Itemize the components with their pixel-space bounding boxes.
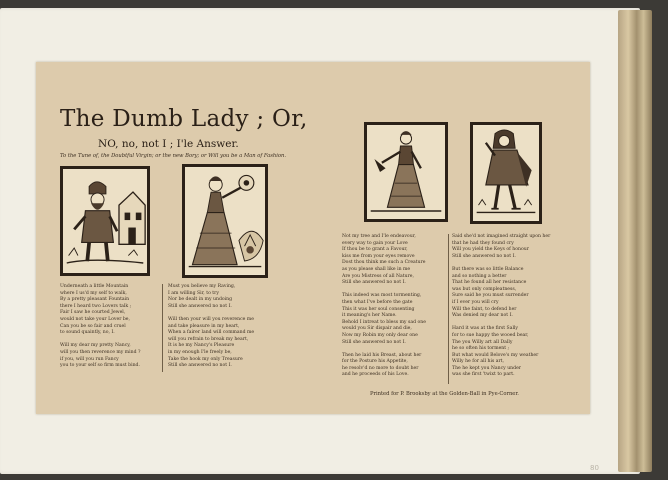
verse-line: for the Posture his Appetite, (342, 359, 408, 365)
woodcut-lady-gown-art (367, 125, 445, 219)
verse-line: Said she'd not imagined straight upon her (452, 234, 551, 239)
verse-line: for to sue happy the wooed bear, (452, 332, 529, 338)
verse-line: and take pleasure in my heart, (168, 323, 240, 329)
verse-line: Will you yield the Keys of honour (452, 247, 529, 253)
verse-line: The you Willy art all Dally (452, 339, 513, 345)
folio-number: 80 (590, 464, 599, 472)
verse-line: he resolv'd no more to doubt her (342, 365, 419, 371)
verse-line: That he found all her resistance (452, 280, 527, 286)
woodcut-bearded-man-art (63, 169, 147, 273)
verse-line: Dost thou think me such a Creature (342, 260, 426, 266)
ballad-subtitle: NO, no, not I ; I'le Answer. (98, 138, 239, 150)
verse-line: Now my Robin my only dear one (342, 332, 418, 338)
verse-column-1 (60, 284, 140, 370)
verse-line: would you Sir dispair and die, (342, 326, 412, 332)
verse-line: This it was her soul consenting (342, 306, 415, 312)
woodcut-gentleman (470, 122, 542, 224)
tune-line: To the Tune of, the Doubtful Virgin; or the new Bory; or Will you be a Man of Fashion. (60, 153, 287, 159)
printer-colophon: Printed for P. Brooksby at the Golden-Ball in Pye-Corner. (370, 391, 519, 397)
verse-line: It is he my Nancy's Pleasure (168, 343, 235, 349)
verse-line: if I ever you will cry (452, 299, 499, 305)
verse-line: I am willing Sir, to try (168, 290, 219, 296)
verse-line: would not take your Lover be, (60, 316, 130, 322)
verse-column-2 (168, 284, 254, 370)
verse-line: Was denied my dear not I. (452, 313, 513, 319)
verse-line: to sound quaintly, no, I. (60, 330, 115, 336)
verse-line: Still she answered no not I. (452, 253, 516, 259)
woodcut-bearded-man (60, 166, 150, 276)
verse-line: where I us'd my self to walk, (60, 290, 127, 296)
woodcut-lady-peacock-art (185, 167, 265, 275)
verse-line: he so often his torment ; (452, 346, 510, 352)
broadside-sheet (36, 62, 590, 414)
verse-line: every way to gain your Love (342, 240, 408, 246)
verse-line: Will my dear my pretty Nancy, (60, 343, 131, 349)
verse-line: Are you Mistress of all Nature, (342, 273, 414, 279)
album-spine (618, 10, 652, 472)
verse-line: But there was so little Balance (452, 266, 524, 272)
verse-line: Sure said he you must surrender (452, 293, 529, 299)
verse-line: Hard it was at the first Sally (452, 326, 518, 332)
verse-line: When a fairer land will command me (168, 330, 255, 336)
verse-line: Will then your will you reverence me (168, 316, 254, 322)
verse-line: Take the hook my only Treasure (168, 356, 243, 362)
verse-line: Not my tree and I'le endeavour, (342, 234, 416, 239)
verse-line: and so nothing a better (452, 273, 507, 279)
verse-line: Must you believe my Raving, (168, 284, 236, 289)
verse-line: Fair I saw he courted Jewel, (60, 310, 126, 316)
verse-line: if you, will you run Fancy (60, 356, 119, 362)
woodcut-lady-gown (364, 122, 448, 222)
verse-line: The he kept you Nancy under (452, 365, 521, 371)
verse-line: Still she answered no not I. (342, 280, 406, 286)
verse-line: Nor be dealt in my undoing (168, 297, 233, 303)
verse-line: that he had they found cry (452, 240, 514, 246)
verse-line: was but only compleatness, (452, 286, 517, 292)
verse-line: you to your self so firm must bind. (60, 363, 140, 369)
verse-line: in my enough I'le freely be, (168, 349, 232, 355)
woodcut-gentleman-art (473, 125, 539, 221)
verse-column-4 (452, 234, 550, 379)
verse-line: Underneath a little Mountain (60, 284, 129, 289)
verse-line: But what would Belove's my weather (452, 352, 539, 358)
verse-line: will you then reverence my mind ? (60, 349, 141, 355)
verse-line: was she first 'twixt to part. (452, 372, 515, 378)
column-rule (448, 234, 449, 384)
verse-line: By a pretty pleasant Fountain (60, 297, 130, 303)
verse-line: kiss me from your eyes remove (342, 253, 415, 259)
verse-line: Still she answered no not I. (342, 339, 406, 345)
verse-line: Behold I intreat to bless my sad one (342, 319, 426, 325)
ballad-title: The Dumb Lady ; Or, (60, 106, 308, 132)
verse-line: there I heard two Lovers talk ; (60, 303, 132, 309)
verse-column-3 (342, 234, 426, 379)
verse-line: as you please shall like in me (342, 266, 411, 272)
verse-line: Willy he for all his art, (452, 359, 504, 365)
verse-line: will you refrain to break my heart, (168, 336, 249, 342)
verse-line: then what I've before the gate (342, 299, 413, 305)
verse-line: and he proceeds of his Love. (342, 372, 409, 378)
woodcut-lady-peacock (182, 164, 268, 278)
column-rule (162, 284, 163, 372)
verse-line: If thou be to grant a Favour, (342, 247, 408, 253)
verse-line: Can you be so fair and cruel (60, 323, 126, 329)
verse-line: Will the faint, to defend her (452, 306, 517, 312)
verse-line: This indeed was most tormenting, (342, 293, 422, 299)
verse-line (342, 346, 426, 353)
verse-line: Still she answered no not I. (168, 363, 232, 369)
verse-line: Still she answered no not I. (168, 303, 232, 309)
verse-line: it meaning's her Name. (342, 313, 397, 319)
verse-line: Then he laid his Breast, about her (342, 352, 422, 358)
verse-line (452, 260, 550, 267)
verse-line (168, 310, 254, 317)
